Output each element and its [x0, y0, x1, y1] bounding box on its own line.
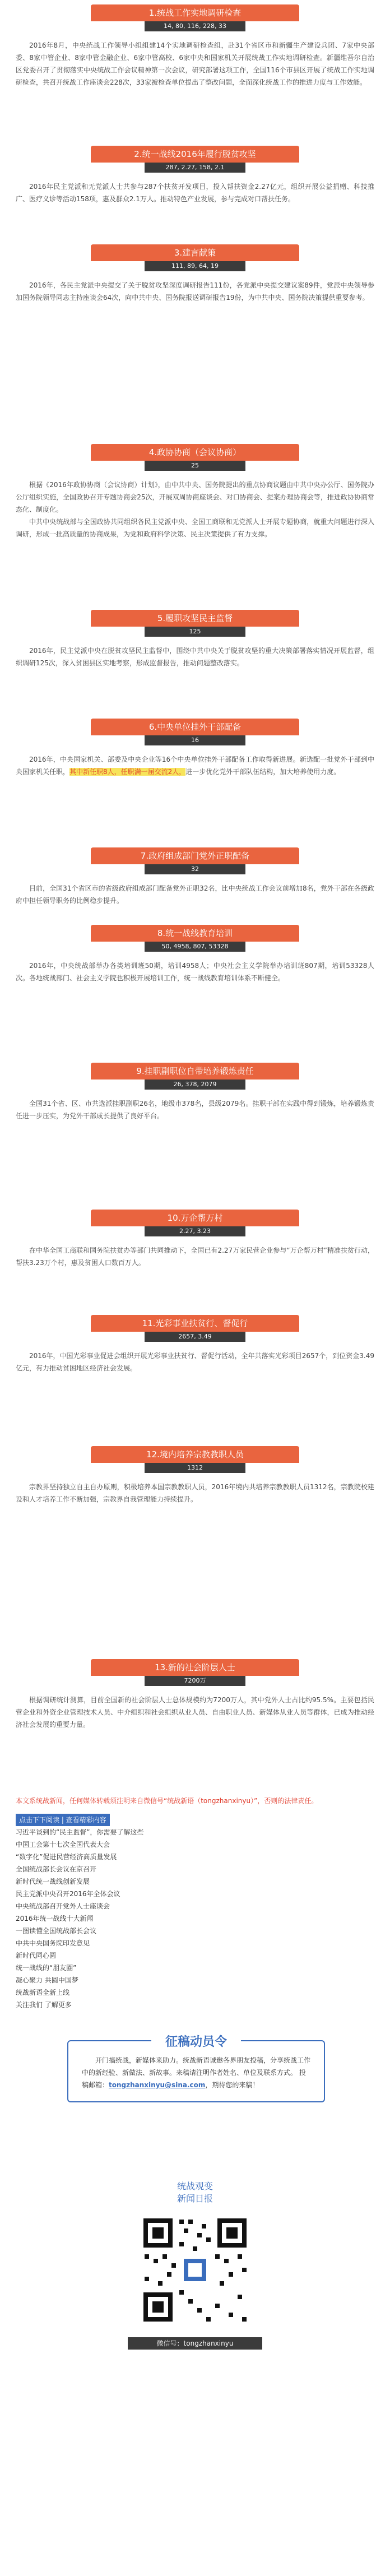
footer [0, 1788, 390, 2011]
related-article-link[interactable]: 中央统战部召开党外人士座谈会 [16, 1902, 110, 1910]
section-10 [0, 1210, 390, 1269]
related-article-link[interactable]: 关注我们 了解更多 [16, 2001, 72, 2009]
paragraph: 2016年，民主党派中央在脱贫攻坚民主监督中，围绕中共中央关于脱贫攻坚的重大决策部署落实情况开展监督，组织调研125次，深入贫困县区实地考察，形成监督报告，推动问题整改落实。 [16, 647, 374, 667]
section-header [0, 244, 390, 271]
related-article-link[interactable]: 民主党派中央召开2016年全体会议 [16, 1890, 120, 1898]
paragraph: 根据调研统计测算，目前全国新的社会阶层人士总体规模约为7200万人，其中党外人士占比约95.5%。主要包括民营企业和外资企业管理技术人员、中介组织和社会组织从业人员、自由职业人员、新媒体从业人员等群体，已成为推动经济社会发展的重要力量。 [16, 1696, 374, 1729]
related-article-link[interactable]: 一图读懂全国统战部长会议 [16, 1927, 97, 1935]
section-title: 12.境内培养宗教教职人员 [91, 1446, 299, 1463]
section-8 [0, 925, 390, 984]
section-title: 9.挂职副职位自带培养锻炼责任 [91, 1063, 299, 1079]
paragraph-text: 2016年，中央国家机关、部委及中央企业等16个中央单位挂外干部配备工作取得新进展。新选配一批党外干部到中央国家机关任职， [16, 756, 374, 776]
recruit-text: 开门搞统战，新媒体来助力。统战新语诚邀各界朋友投稿，分享统战工作中的新经验、新做法、新故事。来稿请注明作者姓名、单位及联系方式。 [82, 2056, 311, 2077]
paragraph: 宗教界坚持独立自主自办原则，积极培养本国宗教教职人员，2016年境内共培养宗教教职人员1312名，宗教院校建设和人才培养工作不断加强，宗教界自我管理能力持续提升。 [16, 1483, 374, 1503]
mail-label: 投稿邮箱： [82, 2069, 306, 2089]
paragraph: 2016年，中央统战部举办各类培训班50期，培训4958人；中央社会主义学院举办培训班807期，培训53328人次。各地统战部门、社会主义学院也积极开展培训工作，统一战线教育培训体系不断健全。 [16, 962, 374, 982]
qr-subtitle: 新闻日报 [177, 2193, 213, 2204]
section-title: 6.中央单位挂外干部配备 [91, 719, 299, 735]
related-article-link[interactable]: 统一战线的“朋友圈” [16, 1964, 77, 1972]
related-article-link[interactable]: 全国统战部长会议在京召开 [16, 1865, 97, 1873]
qr-caption: 微信号：tongzhanxinyu [128, 2337, 262, 2350]
paragraph: 2016年8月，中央统战工作领导小组组建14个实地调研检查组，赴31个省区市和新疆生产建设兵团、7家中央部委、8家中管企业、8家中管金融企业、6家中管高校、6家中央和国家机关开展统战工作实地调研检查。新疆维吾尔自治区党委召开了贯彻落实中央统战工作会议精神第一次会议，研究部署这项工作，全国116个市县区开展了统战工作实地调研检查，共召开统战工作座谈会228次，33家被检查单位提出了整改问题，全面深化统战工作的推进力度与工作效能。 [16, 41, 374, 86]
related-article-link[interactable]: 凝心聚力 共圆中国梦 [16, 1976, 78, 1984]
section-13 [0, 1659, 390, 1731]
section-9 [0, 1063, 390, 1122]
section-4 [0, 444, 390, 540]
section-stats: 2.27, 3.23 [145, 1226, 245, 1236]
related-links [0, 1814, 390, 2011]
section-title: 1.统战工作实地调研检查 [91, 4, 299, 21]
paragraph: 2016年民主党派和无党派人士共参与287个扶贫开发项目，投入帮扶资金2.27亿元，组织开展公益捐赠、科技推广、医疗义诊等活动158项，惠及群众2.1万人。推动特色产业发展，参与完成对口帮扶任务。 [16, 183, 374, 203]
paragraph: 全国31个省、区、市共选派挂职副职26名，地级市378名，县级2079名。挂职干部在实践中得到锻炼，培养锻炼责任进一步压实，为党外干部成长提供了良好平台。 [16, 1100, 374, 1120]
related-article-link[interactable]: 新时代统一战线创新发展 [16, 1878, 90, 1885]
section-header [0, 146, 390, 173]
section-header [0, 1446, 390, 1473]
qr-footer [0, 2337, 390, 2350]
related-article-link[interactable]: 习近平谈到的“民主监督”，你需要了解这些 [16, 1828, 144, 1836]
paragraph: 2016年，中国光彩事业促进会组织开展光彩事业扶贫行、督促行活动，全年共落实光彩项目2657个，到位资金3.49亿元，有力推动贫困地区经济社会发展。 [16, 1352, 374, 1372]
section-title: 4.政协协商（会议协商） [91, 444, 299, 461]
copyright-note [0, 1795, 390, 1807]
paragraph-text: 进一步优化党外干部队伍结构，加大培养使用力度。 [185, 768, 341, 776]
related-article-link[interactable]: 中共中央国务院印发意见 [16, 1939, 90, 1947]
links-header[interactable]: 点击下下阅读 | 查看精彩内容 [16, 1814, 110, 1826]
related-article-link[interactable]: 统战新语全新上线 [16, 1989, 70, 1996]
section-stats: 7200万 [145, 1676, 245, 1686]
related-article-link[interactable]: 2016年统一战线十大新闻 [16, 1915, 94, 1922]
section-stats: 287, 2.27, 158, 2.1 [145, 163, 245, 173]
section-stats: 111, 89, 64, 19 [145, 261, 245, 271]
related-article-link[interactable]: 新时代同心圆 [16, 1952, 57, 1959]
section-stats: 32 [145, 864, 245, 874]
section-stats: 125 [145, 627, 245, 637]
related-article-link[interactable]: “数字化”促进民营经济高质量发展 [16, 1853, 117, 1861]
section-11 [0, 1315, 390, 1374]
paragraph: 根据《2016年政协协商（会议协商）计划》，由中共中央、国务院提出的重点协商议题由中共中央办公厅、国务院办公厅组织实施，全国政协召开专题协商会25次，开展双周协商座谈会、对口协商会、提案办理协商会等，推进政协协商常态化、制度化。 [16, 481, 374, 513]
section-stats: 1312 [145, 1463, 245, 1473]
related-article-link[interactable]: 中国工会第十七次全国代表大会 [16, 1841, 110, 1848]
recruit-title: 征稿动员令 [151, 2032, 241, 2050]
paragraph: 在中华全国工商联和国务院扶贫办等部门共同推动下，全国已有2.27万家民营企业参与“万企帮万村”精准扶贫行动，帮扶3.23万个村，惠及贫困人口数百万人。 [16, 1247, 374, 1267]
section-12 [0, 1446, 390, 1505]
section-stats: 50, 4958, 807, 53328 [145, 942, 245, 952]
section-header [0, 719, 390, 745]
qr-code-image [139, 2214, 251, 2326]
section-stats: 2657, 3.49 [145, 1332, 245, 1342]
section-stats: 26, 378, 2079 [145, 1079, 245, 1090]
section-title: 3.建言献策 [91, 244, 299, 261]
qr-code-icon [139, 2214, 251, 2326]
section-header [0, 925, 390, 952]
qr-header [0, 2180, 390, 2205]
section-header [0, 1210, 390, 1236]
section-7 [0, 847, 390, 907]
section-stats: 25 [145, 461, 245, 471]
section-1 [0, 4, 390, 89]
section-6 [0, 719, 390, 778]
section-5 [0, 610, 390, 669]
section-title: 8.统一战线教育培训 [91, 925, 299, 942]
paragraph: 中共中央统战部与全国政协共同组织各民主党派中央、全国工商联和无党派人士开展专题协商，就重大问题进行深入调研，形成一批高质量的协商成果，为党和政府科学决策、民主决策提供了有力支撑。 [16, 518, 374, 538]
mail-tail: ，期待您的来稿！ [205, 2081, 259, 2089]
highlighted-text: 其中新任职8人，任职满一届交流2人， [69, 768, 186, 776]
section-title: 10.万企帮万村 [91, 1210, 299, 1226]
section-2 [0, 146, 390, 205]
recruit-box [67, 2035, 325, 2102]
section-title: 2.统一战线2016年履行脱贫攻坚 [91, 146, 299, 163]
section-title: 5.履职攻坚民主监督 [91, 610, 299, 627]
section-title: 11.光彩事业扶贫行、督促行 [91, 1315, 299, 1332]
paragraph: 2016年，各民主党派中央提交了关于脱贫攻坚深度调研报告111份，各党派中央提交建议案89件，党派中央领导参加国务院领导同志主持座谈会64次，向中共中央、国务院报送调研报告19份，为中共中央、国务院决策提供重要参考。 [16, 281, 374, 302]
section-header [0, 1063, 390, 1090]
section-3 [0, 244, 390, 304]
section-header [0, 1315, 390, 1342]
section-header [0, 610, 390, 637]
section-header [0, 847, 390, 874]
qr-title: 统战观变 [177, 2181, 213, 2192]
copyright-text: 本文系统战新闻，任何媒体转载须注明来自微信号“统战新语（tongzhanxinyu）”，否则的法律责任。 [16, 1797, 318, 1805]
section-stats: 14, 80, 116, 228, 33 [145, 21, 245, 31]
section-header [0, 444, 390, 471]
paragraph: 目前，全国31个省区市的省级政府组成部门配备党外正职32名，比中央统战工作会议前增加8名，党外干部在各级政府中担任领导职务的比例稳步提升。 [16, 884, 374, 905]
recruit-body [68, 2050, 324, 2101]
section-title: 13.新的社会阶层人士 [91, 1659, 299, 1676]
section-header [0, 1659, 390, 1686]
section-stats: 16 [145, 735, 245, 745]
section-header [0, 4, 390, 31]
section-title: 7.政府组成部门党外正职配备 [91, 847, 299, 864]
paragraph [0, 753, 390, 778]
mail-link[interactable]: tongzhanxinyu@sina.com [109, 2081, 206, 2089]
